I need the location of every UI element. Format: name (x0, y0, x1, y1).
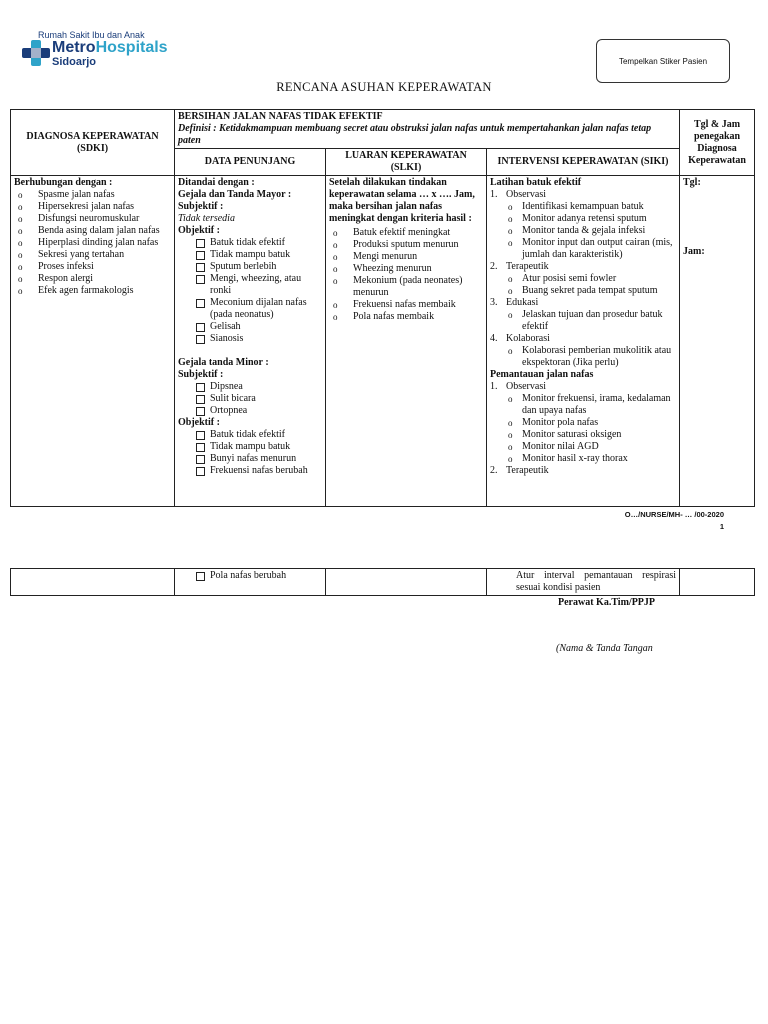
cont-cell-intervensi (487, 569, 680, 596)
list-item: o Monitor hasil x-ray thorax (490, 453, 676, 465)
group-label: Kolaborasi (506, 333, 550, 344)
list-item: o Frekuensi nafas membaik (329, 299, 483, 311)
checkbox-item[interactable]: Gelisah (178, 321, 322, 333)
objektif-label: Objektif : (178, 225, 220, 236)
intervention-group (490, 381, 676, 465)
header-diagnosa: DIAGNOSA KEPERAWATAN (SDKI) (11, 110, 175, 176)
list-item: o Pola nafas membaik (329, 311, 483, 323)
intervention-group (490, 465, 676, 477)
checkbox-item[interactable]: Batuk tidak efektif (178, 429, 322, 441)
objektif-label-minor: Objektif : (178, 417, 220, 428)
minor-label: Gejala tanda Minor : (178, 357, 269, 368)
pemantauan-label: Pemantauan jalan nafas (490, 369, 594, 380)
checkbox-item[interactable]: Ortopnea (178, 405, 322, 417)
list-item: o Sekresi yang tertahan (14, 249, 171, 261)
list-item: o Monitor nilai AGD (490, 441, 676, 453)
list-item: o Respon alergi (14, 273, 171, 285)
checkbox-item[interactable]: Pola nafas berubah (178, 570, 322, 582)
cell-data-penunjang (175, 176, 326, 507)
continuation-table (10, 568, 755, 596)
list-item: o Monitor pola nafas (490, 417, 676, 429)
list-item: o Mekonium (pada neonates) menurun (329, 275, 483, 299)
list-item: o Hipersekresi jalan nafas (14, 201, 171, 213)
sticker-label: Tempelkan Stiker Pasien (618, 56, 708, 66)
page-title: RENCANA ASUHAN KEPERAWATAN (276, 80, 492, 94)
intervention-group (490, 189, 676, 261)
group-label: Terapeutik (506, 261, 549, 272)
checkbox-item[interactable]: Dipsnea (178, 381, 322, 393)
subjektif-label-minor: Subjektif : (178, 369, 224, 380)
definition-label: Definisi : (178, 123, 217, 134)
patient-sticker-box (596, 39, 730, 83)
logo-brand (52, 39, 168, 57)
document-code: O…/NURSE/MH- … /00-2020 (624, 510, 724, 519)
tidak-tersedia: Tidak tersedia (178, 213, 235, 224)
diagnosis-title: BERSIHAN JALAN NAFAS TIDAK EFEKTIF (178, 111, 383, 122)
header-data-penunjang: DATA PENUNJANG (175, 149, 326, 176)
checkbox-item[interactable]: Sianosis (178, 333, 322, 345)
list-item: o Efek agen farmakologis (14, 285, 171, 297)
checkbox-item[interactable]: Tidak mampu batuk (178, 441, 322, 453)
list-item: o Buang sekret pada tempat sputum (490, 285, 676, 297)
logo-hospitals: Hospitals (95, 39, 168, 56)
cont-intervensi-text: Atur interval pemantauan respirasi sesuai kondisi pasien (516, 570, 676, 593)
cell-luaran (326, 176, 487, 507)
diagnosis-title-cell (175, 110, 680, 149)
cross-logo-icon (22, 40, 50, 66)
list-item: o Monitor saturasi oksigen (490, 429, 676, 441)
list-item: o Monitor frekuensi, irama, kedalaman dan upaya nafas (490, 393, 676, 417)
header-luaran: LUARAN KEPERAWATAN (SLKI) (326, 149, 487, 176)
cell-intervensi (487, 176, 680, 507)
checkbox-item[interactable]: Sulit bicara (178, 393, 322, 405)
group-label: Terapeutik (506, 465, 549, 476)
intervention-group (490, 261, 676, 297)
cont-cell-diagnosa (11, 569, 175, 596)
list-item: o Wheezing menurun (329, 263, 483, 275)
header-tgl-jam: Tgl & Jam penegakan Diagnosa Keperawatan (680, 110, 755, 176)
subjektif-label: Subjektif : (178, 201, 224, 212)
logo-metro: Metro (52, 39, 96, 56)
list-item: o Proses infeksi (14, 261, 171, 273)
list-item: o Atur posisi semi fowler (490, 273, 676, 285)
berhubungan-list (14, 189, 171, 297)
list-item: o Hiperplasi dinding jalan nafas (14, 237, 171, 249)
group-label: Observasi (506, 381, 546, 392)
list-item: o Jelaskan tujuan dan prosedur batuk efektif (490, 309, 676, 333)
cont-cell-tgl (680, 569, 755, 596)
cell-berhubungan (11, 176, 175, 507)
care-plan-table (10, 109, 755, 507)
pemantauan-list (490, 381, 676, 477)
checkbox-item[interactable]: Sputum berlebih (178, 261, 322, 273)
group-num: 2. (490, 261, 498, 272)
latihan-list (490, 189, 676, 369)
minor-subjektif-list (178, 381, 322, 417)
definition-text: Ketidakmampuan membuang secret atau obstruksi jalan nafas untuk mempertahankan jalan nafas tetap paten (178, 123, 652, 146)
group-num: 4. (490, 333, 498, 344)
diagnosis-definition (178, 123, 676, 147)
logo-small-text: Rumah Sakit Ibu dan Anak (38, 30, 145, 40)
list-item: o Batuk efektif meningkat (329, 227, 483, 239)
group-label: Observasi (506, 189, 546, 200)
checkbox-item[interactable]: Batuk tidak efektif (178, 237, 322, 249)
group-num: 2. (490, 465, 498, 476)
logo-sub: Sidoarjo (52, 56, 97, 68)
list-item: o Disfungsi neuromuskular (14, 213, 171, 225)
page-number: 1 (719, 522, 724, 531)
cont-cell-luaran (326, 569, 487, 596)
checkbox-item[interactable]: Meconium dijalan nafas (pada neonatus) (178, 297, 322, 321)
signature-role: Perawat Ka.Tim/PPJP (558, 597, 656, 608)
group-label: Edukasi (506, 297, 539, 308)
berhubungan-label: Berhubungan dengan : (14, 177, 113, 188)
jam-label: Jam: (683, 246, 705, 257)
tgl-label: Tgl: (683, 177, 701, 188)
group-num: 3. (490, 297, 498, 308)
list-item: o Produksi sputum menurun (329, 239, 483, 251)
list-item: o Benda asing dalam jalan nafas (14, 225, 171, 237)
list-item: o Kolaborasi pemberian mukolitik atau ekspektoran (Jika perlu) (490, 345, 676, 369)
cont-cell-data (175, 569, 326, 596)
group-num: 1. (490, 189, 498, 200)
mayor-label: Gejala dan Tanda Mayor : (178, 189, 292, 200)
list-item: o Spasme jalan nafas (14, 189, 171, 201)
header-intervensi: INTERVENSI KEPERAWATAN (SIKI) (487, 149, 680, 176)
latihan-label: Latihan batuk efektif (490, 177, 582, 188)
checkbox-item[interactable]: Tidak mampu batuk (178, 249, 322, 261)
cell-tgl-jam (680, 176, 755, 507)
intervention-group (490, 333, 676, 369)
minor-objektif-list (178, 429, 322, 477)
checkbox-item[interactable]: Mengi, wheezing, atau ronki (178, 273, 322, 297)
mayor-objektif-list (178, 237, 322, 345)
luaran-intro: Setelah dilakukan tindakan keperawatan selama … x …. Jam, maka bersihan jalan nafas meningkat dengan kriteria hasil : (329, 177, 475, 224)
list-item: o Mengi menurun (329, 251, 483, 263)
list-item: o Monitor adanya retensi sputum (490, 213, 676, 225)
checkbox-item[interactable]: Frekuensi nafas berubah (178, 465, 322, 477)
group-num: 1. (490, 381, 498, 392)
hospital-logo (22, 30, 172, 74)
luaran-list (329, 227, 483, 323)
list-item: o Identifikasi kemampuan batuk (490, 201, 676, 213)
list-item: o Monitor tanda & gejala infeksi (490, 225, 676, 237)
ditandai-label: Ditandai dengan : (178, 177, 255, 188)
intervention-group (490, 297, 676, 333)
list-item: o Monitor input dan output cairan (mis, jumlah dan karakteristik) (490, 237, 676, 261)
checkbox-item[interactable]: Bunyi nafas menurun (178, 453, 322, 465)
signature-name-label: (Nama & Tanda Tangan (556, 643, 653, 654)
